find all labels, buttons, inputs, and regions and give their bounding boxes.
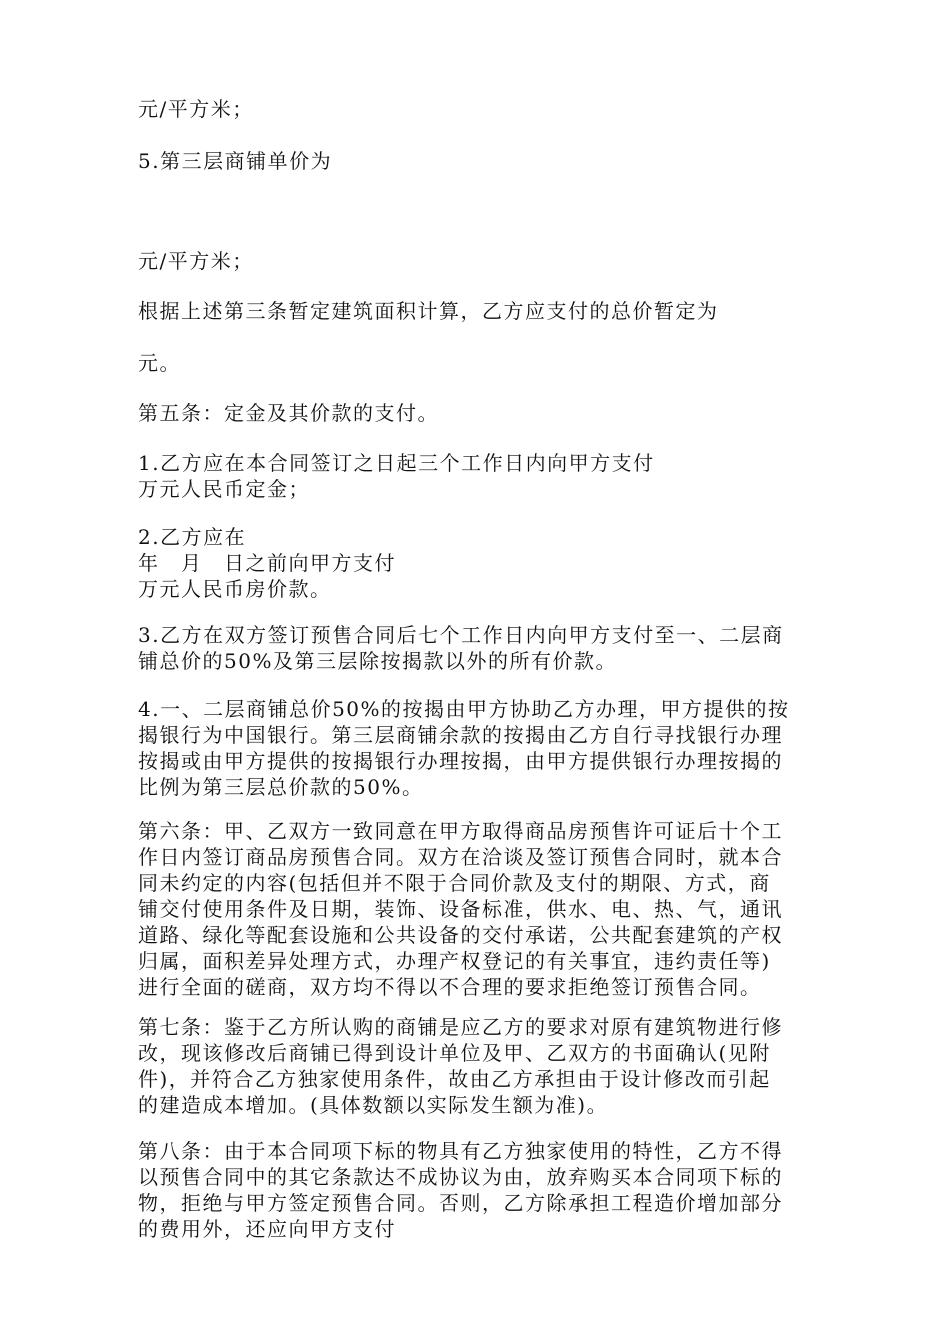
text-line: 年 月 日之前向甲方支付 bbox=[138, 551, 396, 575]
text-line: 第八条：由于本合同项下标的物具有乙方独家使用的特性，乙方不得 bbox=[138, 1139, 783, 1163]
paragraph-article-7 bbox=[138, 1014, 818, 1118]
paragraph-item-2-payment bbox=[138, 524, 818, 602]
paragraph-article-6 bbox=[138, 818, 818, 1000]
text-line: 3.乙方在双方签订预售合同后七个工作日内向甲方支付至一、二层商 bbox=[138, 623, 784, 647]
text-line: 改，现该修改后商铺已得到设计单位及甲、乙双方的书面确认(见附 bbox=[138, 1041, 771, 1065]
text-line: 元。 bbox=[138, 351, 181, 375]
text-line: 的建造成本增加。(具体数额以实际发生额为准)。 bbox=[138, 1093, 609, 1117]
text-line: 揭银行为中国银行。第三层商铺余款的按揭由乙方自行寻找银行办理 bbox=[138, 723, 783, 747]
paragraph-yuan bbox=[138, 350, 818, 376]
paragraph-unit-price-suffix-1 bbox=[138, 96, 818, 122]
text-line: 铺总价的50%及第三层除按揭款以外的所有价款。 bbox=[138, 649, 617, 673]
text-line: 根据上述第三条暂定建筑面积计算，乙方应支付的总价暂定为 bbox=[138, 299, 719, 323]
heading-article-5 bbox=[138, 400, 818, 426]
text-line: 归属，面积差异处理方式，办理产权登记的有关事宜，违约责任等) bbox=[138, 949, 771, 973]
text-line: 道路、绿化等配套设施和公共设备的交付承诺，公共配套建筑的产权 bbox=[138, 923, 783, 947]
text-line: 4.一、二层商铺总价50%的按揭由甲方协助乙方办理，甲方提供的按 bbox=[138, 697, 790, 721]
text-line: 第七条：鉴于乙方所认购的商铺是应乙方的要求对原有建筑物进行修 bbox=[138, 1015, 783, 1039]
text-line: 2.乙方应在 bbox=[138, 525, 247, 549]
paragraph-total-price bbox=[138, 298, 818, 324]
text-line: 铺交付使用条件及日期，装饰、设备标准，供水、电、热、气，通讯 bbox=[138, 897, 783, 921]
text-line: 万元人民币定金； bbox=[138, 477, 310, 501]
text-line: 按揭或由甲方提供的按揭银行办理按揭，由甲方提供银行办理按揭的 bbox=[138, 749, 783, 773]
paragraph-item-3 bbox=[138, 622, 818, 674]
text-line: 进行全面的磋商，双方均不得以不合理的要求拒绝签订预售合同。 bbox=[138, 975, 762, 999]
text-line: 以预售合同中的其它条款达不成协议为由，放弃购买本合同项下标的 bbox=[138, 1165, 783, 1189]
text-line: 第六条：甲、乙双方一致同意在甲方取得商品房预售许可证后十个工 bbox=[138, 819, 783, 843]
paragraph-third-floor-unit-price bbox=[138, 148, 818, 174]
text-line: 的费用外，还应向甲方支付 bbox=[138, 1217, 396, 1241]
text-line: 件)，并符合乙方独家使用条件，故由乙方承担由于设计修改而引起 bbox=[138, 1067, 771, 1091]
paragraph-item-4-mortgage bbox=[138, 696, 818, 800]
text-line: 万元人民币房价款。 bbox=[138, 577, 332, 601]
paragraph-item-1-deposit bbox=[138, 450, 818, 502]
text-line: 作日内签订商品房预售合同。双方在洽谈及签订预售合同时，就本合 bbox=[138, 845, 783, 869]
text-line: 元/平方米； bbox=[138, 97, 254, 121]
text-line: 第五条：定金及其价款的支付。 bbox=[138, 401, 439, 425]
paragraph-unit-price-suffix-2 bbox=[138, 248, 818, 274]
text-line: 同未约定的内容(包括但并不限于合同价款及支付的期限、方式，商 bbox=[138, 871, 771, 895]
text-line: 物，拒绝与甲方签定预售合同。否则，乙方除承担工程造价增加部分 bbox=[138, 1191, 783, 1215]
text-line: 元/平方米； bbox=[138, 249, 254, 273]
text-line: 比例为第三层总价款的50%。 bbox=[138, 775, 424, 799]
text-line: 1.乙方应在本合同签订之日起三个工作日内向甲方支付 bbox=[138, 451, 655, 475]
paragraph-article-8 bbox=[138, 1138, 818, 1242]
text-line: 5.第三层商铺单价为 bbox=[138, 149, 333, 173]
